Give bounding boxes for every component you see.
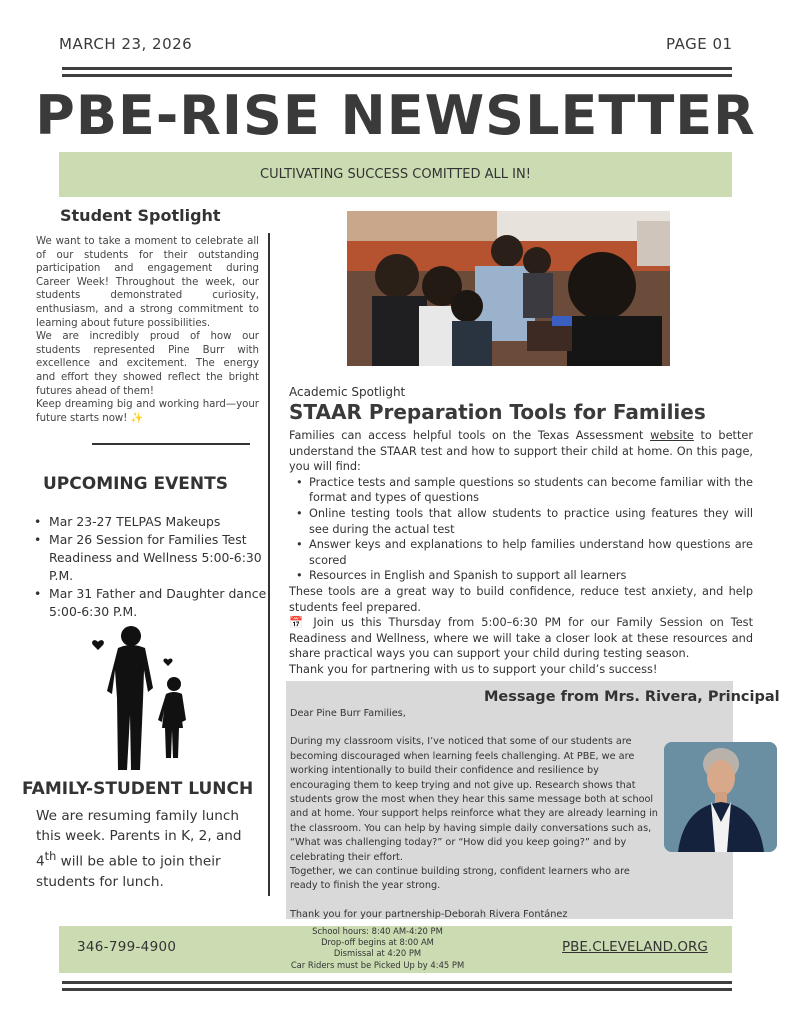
issue-date: MARCH 23, 2026 xyxy=(59,35,193,53)
spacer xyxy=(290,894,658,908)
letter-paragraph: Together, we can continue building strong, confident learners who are ready to finish the year strong. xyxy=(290,866,630,892)
family-session-paragraph: 📅 Join us this Thursday from 5:00–6:30 PM for our Family Session on Test Readiness and Wellness, where we will take a closer look at these resources and share practical ways you can support your child during testing season. xyxy=(289,616,753,661)
letter-paragraph: During my classroom visits, I’ve noticed that some of our students are becoming discouraged when learning feels challenging. At PBE, we are working intentionally to build their confidence and resilience by encouraging them to keep trying and not give up. Research shows that students grow the most when they hear this same message both at school and at home. Your support helps reinforce what they are already learning in the classroom. You can help by having simple daily conversations such as, “What was challenging today?” or “How did you keep going?” and by celebrating their effort. xyxy=(290,736,658,863)
letter-signoff: Thank you for your partnership-Deborah Rivera Fontánez xyxy=(290,908,568,920)
event-item: • Mar 26 Session for Families Test Readiness and Wellness 5:00-6:30 P.M. xyxy=(34,531,269,585)
student-spotlight-body xyxy=(36,235,259,425)
sparkle-icon: ✨ xyxy=(130,412,144,424)
event-item: • Mar 23-27 TELPAS Makeups xyxy=(34,513,269,531)
spacer xyxy=(290,721,658,735)
calendar-icon: 📅 xyxy=(289,616,307,630)
principal-message-heading: Message from Mrs. Rivera, Principal xyxy=(484,689,780,705)
event-item: • Mar 31 Father and Daughter dance 5:00-6:30 P.M. xyxy=(34,585,269,621)
spotlight-paragraph: We are incredibly proud of how our students represented Pine Burr with excellence and excitement. The energy and effort they showed reflect the bright futures ahead of them! xyxy=(36,331,259,397)
list-item: • Answer keys and explanations to help families understand how questions are scored xyxy=(289,537,753,568)
bottom-divider xyxy=(62,981,732,984)
list-item: • Practice tests and sample questions so students can become familiar with the format and types of questions xyxy=(289,475,753,506)
letter-greeting: Dear Pine Burr Families, xyxy=(290,708,406,719)
staar-thanks: Thank you for partnering with us to support your child’s success! xyxy=(289,662,658,676)
spotlight-paragraph: Keep dreaming big and working hard—your future starts now! ✨ xyxy=(36,399,259,424)
staar-paragraph: These tools are a great way to build confidence, reduce test anxiety, and help students feel prepared. xyxy=(289,584,753,614)
staar-intro: Families can access helpful tools on the Texas Assessment website to better understand the STAAR test and how to support their child at home. On this page, you will find: xyxy=(289,429,753,474)
school-website-link[interactable]: PBE.CLEVELAND.ORG xyxy=(562,939,708,955)
section-divider xyxy=(92,443,250,445)
staar-heading: STAAR Preparation Tools for Families xyxy=(289,400,706,424)
family-lunch-body: We are resuming family lunch this week. Parents in K, 2, and 4th will be able to join their students for lunch. xyxy=(36,808,242,890)
list-item: • Resources in English and Spanish to support all learners xyxy=(289,568,753,584)
principal-portrait xyxy=(664,742,777,852)
bottom-divider-2 xyxy=(62,988,732,991)
staar-body xyxy=(289,428,753,678)
academic-spotlight-label: Academic Spotlight xyxy=(289,385,406,399)
staar-tools-list xyxy=(289,475,753,584)
top-divider-2 xyxy=(62,74,732,77)
upcoming-events-heading: UPCOMING EVENTS xyxy=(43,474,228,494)
principal-message-body xyxy=(290,707,658,922)
school-phone: 346-799-4900 xyxy=(77,939,177,955)
list-item: • Online testing tools that allow students to practice using features they will see during the actual test xyxy=(289,506,753,537)
career-week-students-photo xyxy=(347,211,670,366)
school-hours: School hours: 8:40 AM-4:20 PM Drop-off begins at 8:00 AM Dismissal at 4:20 PM Car Riders must be Picked Up by 4:45 PM xyxy=(290,926,465,970)
newsletter-title: PBE-RISE NEWSLETTER xyxy=(35,84,756,147)
page-number: PAGE 01 xyxy=(666,35,733,53)
family-lunch-heading: FAMILY-STUDENT LUNCH xyxy=(22,779,254,799)
texas-assessment-website-link[interactable]: website xyxy=(650,429,694,442)
father-daughter-silhouette-illustration xyxy=(88,622,198,772)
tagline-banner: CULTIVATING SUCCESS COMITTED ALL IN! xyxy=(59,152,732,197)
events-list xyxy=(34,513,269,621)
spotlight-paragraph: We want to take a moment to celebrate all of our students for their outstanding participation and engagement during Career Week! Throughout the week, our students demonstrated curiosity, enthusiasm, and a strong commitment to learning about future possibilities. xyxy=(36,236,259,329)
student-spotlight-heading: Student Spotlight xyxy=(60,206,221,225)
top-divider xyxy=(62,67,732,70)
